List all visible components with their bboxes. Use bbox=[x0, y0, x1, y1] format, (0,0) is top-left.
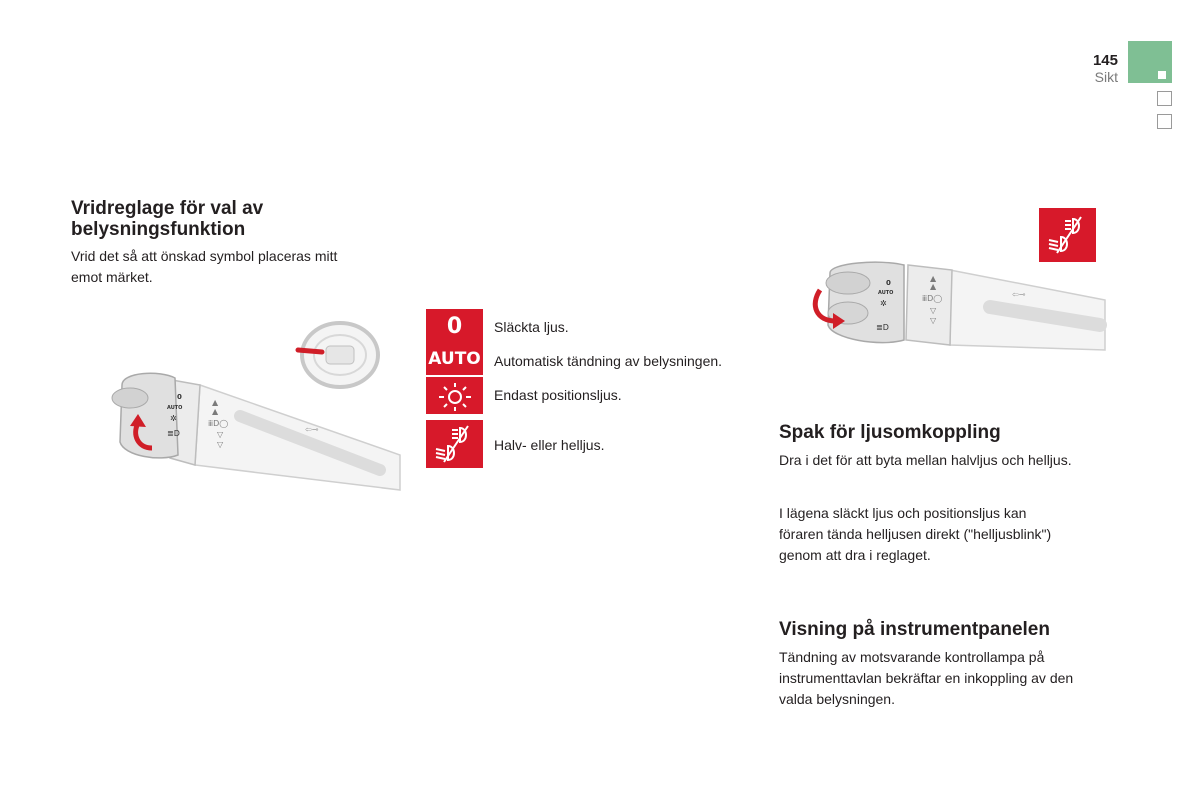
dipped-main-beam-icon bbox=[426, 420, 483, 468]
display-line2: instrumenttavlan bekräftar en inkoppling av den bbox=[779, 670, 1074, 686]
section-tab-box-3 bbox=[1157, 114, 1172, 129]
display-line1: Tändning av motsvarande kontrollampa på bbox=[779, 649, 1045, 665]
auto-symbol-text: AUTO bbox=[428, 349, 481, 369]
pull-stalk-illustration bbox=[800, 255, 1110, 360]
flash-description bbox=[779, 503, 1159, 566]
left-heading-line1: Vridreglage för val av bbox=[71, 198, 264, 219]
flash-line2: föraren tända helljusen direkt ("helljusblink") bbox=[779, 526, 1052, 542]
display-description bbox=[779, 647, 1159, 710]
pull-stalk-auto-label: AUTO bbox=[878, 290, 894, 296]
pull-stalk-zero-label: 0 bbox=[886, 279, 891, 287]
flash-line1: I lägena släckt ljus och positionsljus kan bbox=[779, 505, 1027, 521]
left-heading bbox=[71, 198, 371, 240]
switch-heading-text: Spak för ljusomkoppling bbox=[779, 422, 1001, 443]
svg-text:▲: ▲ bbox=[930, 274, 937, 283]
beam-glyph bbox=[430, 422, 480, 466]
left-intro-line2: emot märket. bbox=[71, 269, 153, 285]
display-line3: valda belysningen. bbox=[779, 691, 895, 707]
page-number: 145 bbox=[1092, 52, 1118, 69]
svg-text:▽: ▽ bbox=[217, 430, 224, 439]
section-tab-box-2 bbox=[1157, 91, 1172, 106]
stalk-zero-label: 0 bbox=[177, 393, 182, 401]
legend-label-auto: Automatisk tändning av belysningen. bbox=[494, 353, 723, 369]
beam-switch-glyph bbox=[1043, 213, 1093, 257]
zero-symbol-text: 0 bbox=[446, 313, 463, 339]
beam-switch-symbol-icon bbox=[1039, 208, 1096, 262]
svg-text:≣D: ≣D bbox=[167, 429, 180, 438]
svg-text:ⅲD◯: ⅲD◯ bbox=[208, 419, 229, 428]
display-heading-text: Visning på instrumentpanelen bbox=[779, 619, 1050, 640]
svg-text:▲: ▲ bbox=[212, 407, 219, 416]
section-tab-marker bbox=[1158, 71, 1166, 79]
section-title: Sikt bbox=[1094, 69, 1118, 85]
svg-text:⇦⊸: ⇦⊸ bbox=[1012, 290, 1026, 299]
auto-symbol-icon bbox=[426, 343, 483, 375]
zero-symbol-icon bbox=[426, 309, 483, 343]
steering-wheel-thumbnail bbox=[298, 323, 378, 387]
svg-text:▽: ▽ bbox=[930, 316, 937, 325]
left-intro bbox=[71, 246, 391, 288]
rotary-stalk-illustration bbox=[100, 320, 400, 500]
display-heading bbox=[779, 619, 1159, 640]
legend-label-position: Endast positionsljus. bbox=[494, 387, 622, 403]
left-intro-line1: Vrid det så att önskad symbol placeras mitt bbox=[71, 248, 338, 264]
flash-line3: genom att dra i reglaget. bbox=[779, 547, 931, 563]
svg-text:✲: ✲ bbox=[880, 299, 887, 308]
svg-text:▲: ▲ bbox=[212, 398, 219, 407]
svg-text:✲: ✲ bbox=[170, 414, 177, 423]
svg-text:ⅲD◯: ⅲD◯ bbox=[922, 294, 943, 303]
svg-text:▲: ▲ bbox=[930, 282, 937, 291]
switch-heading bbox=[779, 422, 1139, 443]
stalk-auto-label: AUTO bbox=[167, 405, 183, 411]
switch-description: Dra i det för att byta mellan halvljus och helljus. bbox=[779, 452, 1072, 468]
svg-text:⇦⊸: ⇦⊸ bbox=[305, 425, 319, 434]
left-heading-line2: belysningsfunktion bbox=[71, 219, 246, 240]
svg-text:▽: ▽ bbox=[217, 440, 224, 449]
legend-label-beam: Halv- eller helljus. bbox=[494, 437, 605, 453]
position-light-glyph bbox=[435, 380, 475, 412]
svg-text:▽: ▽ bbox=[930, 306, 937, 315]
legend-label-off: Släckta ljus. bbox=[494, 319, 569, 335]
position-light-icon bbox=[426, 377, 483, 414]
svg-text:≣D: ≣D bbox=[876, 323, 889, 332]
